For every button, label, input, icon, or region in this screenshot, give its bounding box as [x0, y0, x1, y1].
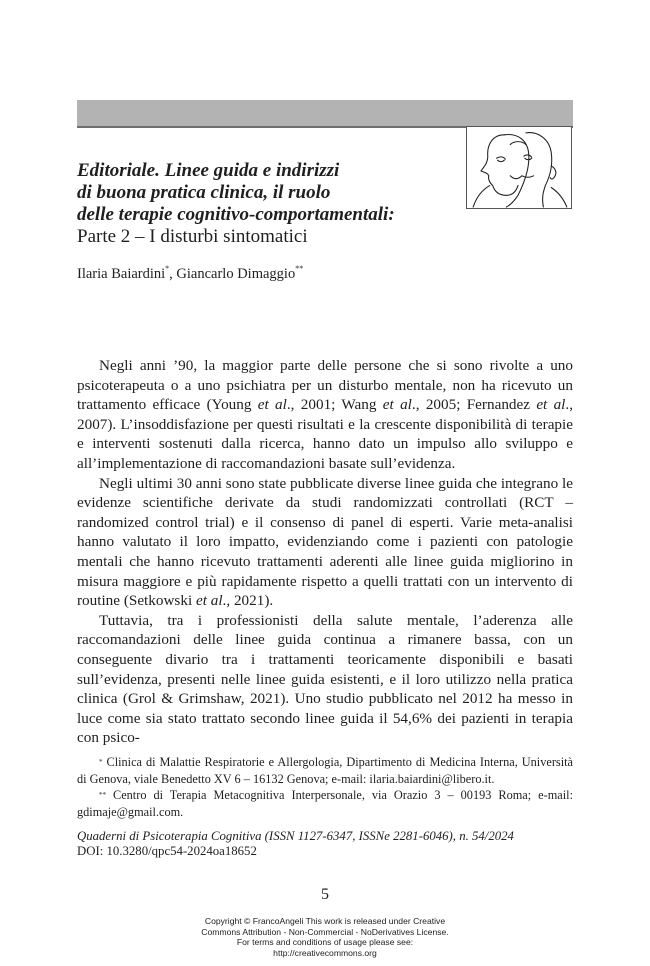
license-line: Copyright © FrancoAngeli This work is released under Creative — [204, 916, 446, 926]
footnote-text: Centro di Terapia Metacognitiva Interpersonale, via Orazio 3 – 00193 Roma; e-mail: gdimaje@gmail.com. — [77, 788, 573, 819]
page-number: 5 — [321, 886, 329, 903]
citation-etal: et al — [382, 396, 412, 414]
license-line: Commons Attribution - Non-Commercial - NoDerivatives License. — [201, 926, 449, 937]
body-paragraph — [77, 474, 573, 611]
footnote-text: Clinica di Malattie Respiratorie e Allergologia, Dipartimento di Medicina Interna, Università di Genova, viale Benedetto XV 6 – 16132 Genova; e-mail: ilaria.baiardini@libero.it. — [77, 755, 573, 786]
text-run: ., 2005; Fernandez — [411, 396, 537, 414]
license-line: For terms and conditions of usage please see: — [236, 937, 414, 947]
author-name: Ilaria Baiardini — [77, 266, 166, 282]
journal-info — [77, 829, 573, 859]
footnote-mark: ** — [295, 264, 304, 273]
footnote — [77, 754, 573, 787]
footnote — [77, 787, 573, 820]
citation-etal: et al — [257, 396, 287, 414]
journal-citation: Quaderni di Psicoterapia Cognitiva (ISSN 1127-6347, ISSNe 2281-6046), n. 54/2024 — [77, 829, 514, 843]
text-run: ., 2007). L’insoddisfazione per questi risultati e la crescente disponibilità di terapie e interventi sostenuti dalla ricerca, hanno dato un impulso allo sviluppo e all’implementazione di raccomandazioni basate sull’evidenza. — [77, 396, 574, 472]
citation-etal: et al — [195, 592, 223, 610]
text-run: ., 2021). — [222, 592, 274, 610]
license-link[interactable]: http://creativecommons.org — [273, 947, 377, 958]
authors — [77, 266, 303, 283]
citation-etal: et al — [536, 396, 566, 414]
article-body — [77, 356, 573, 748]
author-name: Giancarlo Dimaggio — [176, 266, 296, 282]
article-title — [77, 160, 457, 248]
footnote-mark: * — [99, 758, 103, 766]
text-run: Negli ultimi 30 anni sono state pubblicate diverse linee guida che integrano le evidenze scientifiche derivate da studi randomizzati controllati (RCT – randomized control trial) e il consenso di panel di esperti. Varie meta-analisi hanno valutato il loro impatto, evidenziando come i pazienti con patologie mentali che hanno ricevuto trattamenti aderenti alle linee guida migliorino in misura maggiore e più rapidamente rispetto a quelli trattati con un intervento di routine (Setkowski — [77, 474, 573, 610]
footnotes — [77, 754, 573, 820]
text-run: ., 2001; Wang — [286, 396, 383, 414]
body-paragraph: Tuttavia, tra i professionisti della salute mentale, l’aderenza alle raccomandazioni delle linee guida continua a rimanere bassa, con un conseguente divario tra i trattamenti teoricamente disponibili e basati sull’evidenza, presenti nelle linee guida esistenti, e il loro utilizzo nella pratica clinica (Grol & Grimshaw, 2021). Uno studio pubblicato nel 2012 ha messo in luce come sia stato trattato secondo linee guida il 54,6% dei pazienti in terapia con psico- — [77, 611, 573, 747]
title-line: delle terapie cognitivo-comportamentali: — [77, 204, 395, 225]
license-notice — [150, 916, 500, 958]
body-paragraph — [77, 356, 573, 474]
header-bar — [77, 100, 573, 128]
footnote-mark: * — [165, 264, 170, 273]
author-separator: , — [169, 266, 177, 282]
text-run: Negli anni ’90, la maggior parte delle persone che si sono rivolte a uno psicoterapeuta o a uno psichiatra per un disturbo mentale, non ha ricevuto un trattamento efficace (Young — [77, 357, 573, 414]
doi: DOI: 10.3280/qpc54-2024oa18652 — [77, 844, 257, 858]
journal-logo — [466, 126, 572, 209]
title-line: Editoriale. Linee guida e indirizzi — [77, 160, 340, 181]
two-faces-icon — [467, 127, 571, 208]
title-line: di buona pratica clinica, il ruolo — [77, 182, 331, 203]
footnote-mark: ** — [99, 791, 106, 799]
article-subtitle: Parte 2 – I disturbi sintomatici — [77, 226, 308, 247]
